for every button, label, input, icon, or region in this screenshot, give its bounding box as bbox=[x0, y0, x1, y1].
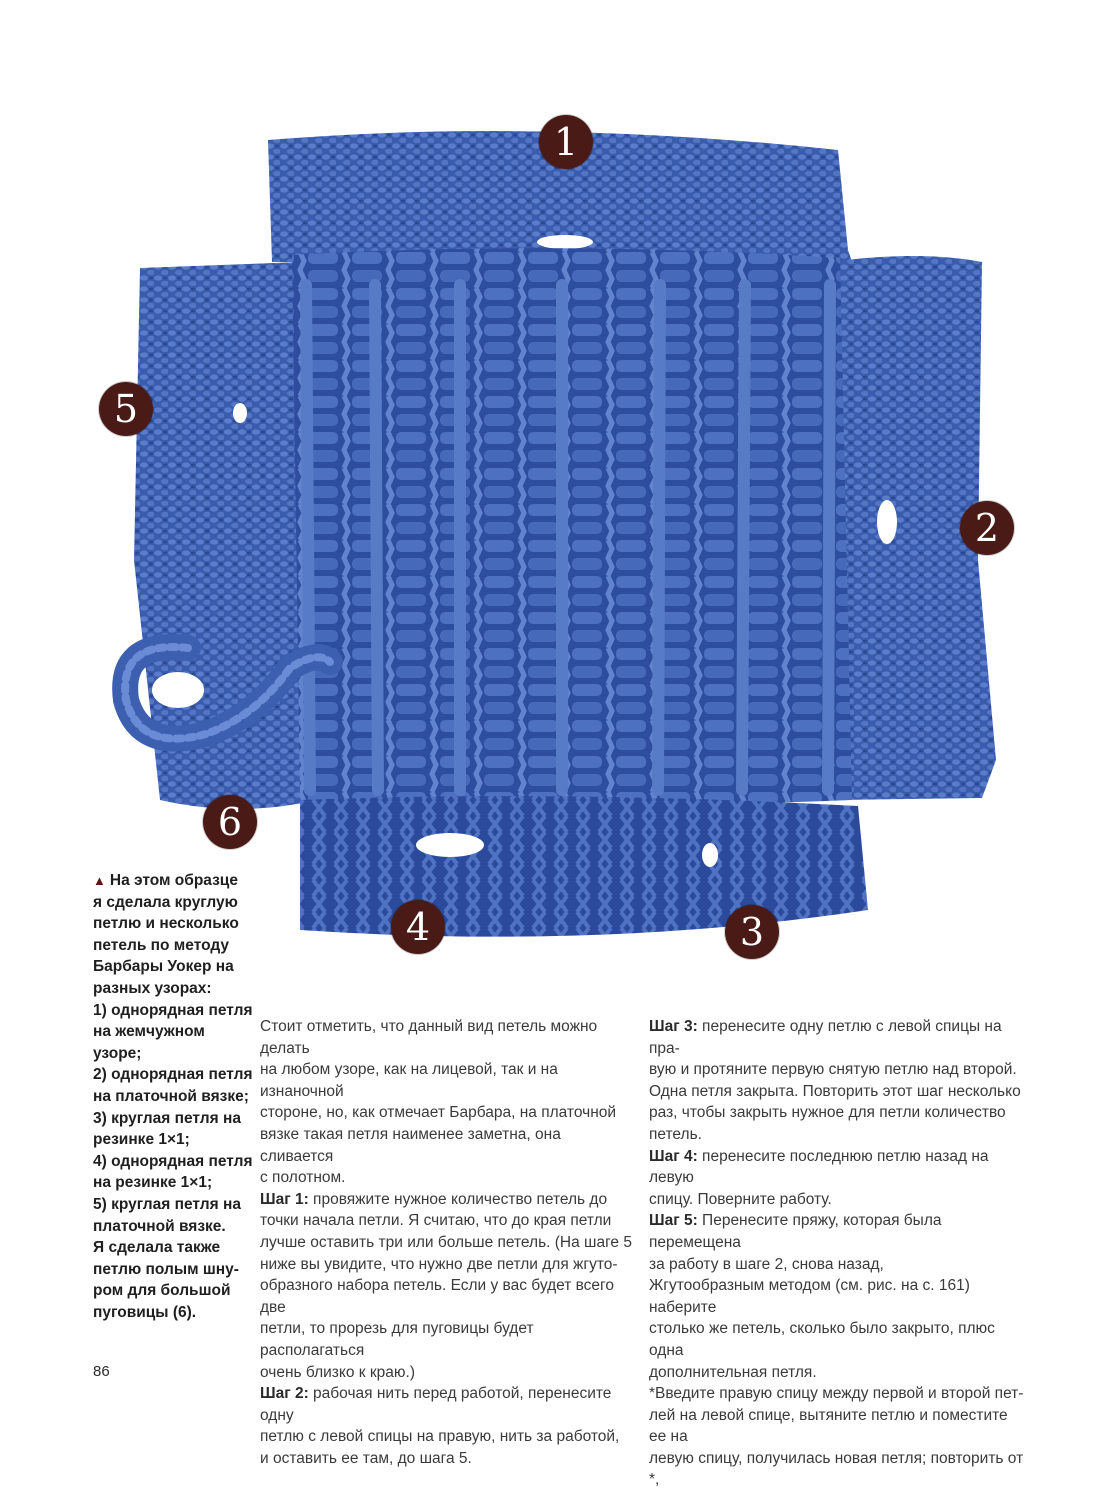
marker-3: 3 bbox=[725, 905, 779, 959]
caption-line: ▲ На этом образце bbox=[93, 872, 238, 889]
text-line: лучше оставить три или больше петель. (На шаге 5 bbox=[260, 1233, 632, 1251]
text-line: петли, то прорезь для пуговицы будет располагаться bbox=[260, 1320, 534, 1359]
caption-line: 3) круглая петля на bbox=[93, 1109, 241, 1127]
caption-line: на платочной вязке; bbox=[93, 1087, 249, 1105]
caption-line: резинке 1×1; bbox=[93, 1131, 190, 1149]
text-line: спицу. Поверните работу. bbox=[649, 1190, 832, 1208]
marker-4: 4 bbox=[391, 900, 445, 954]
caption-line: Я сделала также bbox=[93, 1239, 221, 1257]
text-line: образного набора петель. Если у вас будет всего две bbox=[260, 1277, 614, 1316]
marker-1: 1 bbox=[539, 115, 593, 169]
marker-6: 6 bbox=[203, 795, 257, 849]
text-line: лей на левой спице, вытяните петлю и поместите ее на bbox=[649, 1406, 1008, 1446]
step-3-line: Шаг 3: перенесите одну петлю с левой спицы на пра- bbox=[649, 1018, 1002, 1057]
text-line: Стоит отметить, что данный вид петель можно делать bbox=[260, 1018, 598, 1057]
step-1-line: Шаг 1: провяжите нужное количество петель до bbox=[260, 1190, 608, 1208]
marker-5: 5 bbox=[99, 382, 153, 436]
text-line: раз, чтобы закрыть нужное для петли количество bbox=[649, 1104, 1006, 1122]
step-2-line: Шаг 2: рабочая нить перед работой, перенесите одну bbox=[260, 1385, 612, 1424]
text-line: вую и протяните первую снятую петлю над второй. bbox=[649, 1061, 1017, 1079]
caption-line: 5) круглая петля на bbox=[93, 1195, 241, 1213]
caption-line: 1) однорядная петля bbox=[93, 1001, 253, 1019]
caption-line: я сделала круглую bbox=[93, 893, 238, 911]
page-number: 86 bbox=[93, 1363, 110, 1380]
text-line: стороне, но, как отмечает Барбара, на платочной bbox=[260, 1104, 617, 1122]
caption-line: петлю и несколько bbox=[93, 915, 239, 933]
text-line: точки начала петли. Я считаю, что до края петли bbox=[260, 1212, 612, 1230]
text-line: Жгутообразным методом (см. рис. на с. 161) наберите bbox=[649, 1277, 970, 1316]
caption-line: петель по методу bbox=[93, 936, 229, 954]
text-line: столько же петель, сколько было закрыто, плюс одна bbox=[649, 1320, 995, 1359]
text-column-right bbox=[649, 1016, 1029, 1491]
step-3-label: Шаг 3: bbox=[649, 1018, 698, 1035]
text-line: на любом узоре, как на лицевой, так и на изнаночной bbox=[260, 1061, 558, 1100]
caption-line: 4) однорядная петля bbox=[93, 1152, 253, 1170]
caption-line: на жемчужном bbox=[93, 1023, 205, 1041]
step-4-line: Шаг 4: перенесите последнюю петлю назад на левую bbox=[649, 1147, 989, 1187]
caption-line: пуговицы (6). bbox=[93, 1303, 197, 1321]
text-line: и оставить ее там, до шага 5. bbox=[260, 1449, 472, 1467]
text-line: петлю с левой спицы на правую, нить за работой, bbox=[260, 1428, 620, 1446]
text-line: Одна петля закрыта. Повторить этот шаг несколько bbox=[649, 1082, 1021, 1100]
caption-line: платочной вязке. bbox=[93, 1217, 226, 1235]
step-5-label: Шаг 5: bbox=[649, 1212, 698, 1230]
step-4-label: Шаг 4: bbox=[649, 1147, 698, 1165]
caption-line: 2) однорядная петля bbox=[93, 1066, 253, 1084]
triangle-icon: ▲ bbox=[93, 873, 106, 888]
text-line: *Введите правую спицу между первой и второй пет- bbox=[649, 1385, 1024, 1403]
text-line: вязке такая петля наименее заметна, она сливается bbox=[260, 1125, 561, 1165]
text-line: левую спицу, получилась новая петля; повторить от *, bbox=[649, 1449, 1024, 1489]
step-1-label: Шаг 1: bbox=[260, 1190, 309, 1208]
caption-line: ром для большой bbox=[93, 1282, 231, 1300]
text-column-left bbox=[260, 1016, 635, 1469]
text-line: с полотном. bbox=[260, 1169, 346, 1187]
text-line: ниже вы увидите, что нужно две петли для жгуто- bbox=[260, 1255, 618, 1273]
caption-line: Барбары Уокер на bbox=[93, 958, 234, 976]
text-line: очень близко к краю.) bbox=[260, 1363, 415, 1381]
caption-line: петлю полым шну- bbox=[93, 1260, 239, 1278]
text-line: за работу в шаге 2, снова назад, bbox=[649, 1255, 884, 1273]
text-line: дополнительная петля. bbox=[649, 1363, 817, 1381]
step-5-line: Шаг 5: Перенесите пряжу, которая была перемещена bbox=[649, 1212, 942, 1251]
figure-caption bbox=[93, 870, 253, 1323]
caption-line: разных узорах: bbox=[93, 979, 212, 997]
caption-line: на резинке 1×1; bbox=[93, 1174, 213, 1192]
text-line: петель. bbox=[649, 1125, 702, 1143]
step-2-label: Шаг 2: bbox=[260, 1385, 309, 1403]
caption-line: узоре; bbox=[93, 1044, 142, 1062]
marker-2: 2 bbox=[960, 501, 1014, 555]
